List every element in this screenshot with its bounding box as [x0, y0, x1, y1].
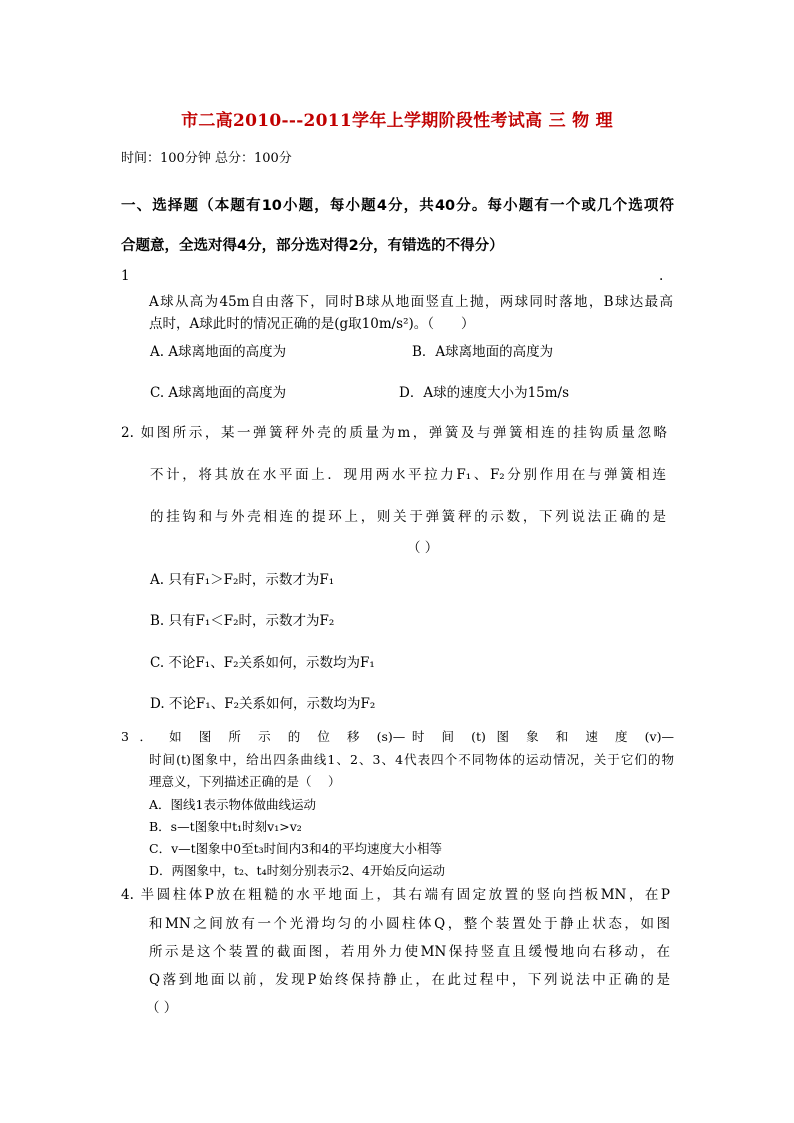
q1-stem-line1 — [149, 290, 673, 310]
q4-stem-line4 — [149, 968, 670, 988]
page-title: 市二高2010---2011学年上学期阶段性考试高 三 物 理 — [181, 111, 613, 131]
q4-stem-line2-text: 和MN之间放有一个光滑均匀的小圆柱体Q，整个装置处于静止状态，如图 — [149, 916, 670, 932]
q3-stem-line3: 理意义，下列描述正确的是（ ） — [149, 774, 341, 789]
q2-option-b: B. 只有F₁＜F₂时，示数才为F₂ — [150, 613, 335, 629]
q3-stem-line2 — [149, 750, 674, 768]
q1-number: 1 — [121, 268, 130, 284]
q2-option-c: C. 不论F₁、F₂关系如何，示数均为F₁ — [150, 655, 375, 671]
q4-stem-line4-text: Q落到地面以前，发现P始终保持静止，在此过程中，下列说法中正确的是 — [149, 972, 670, 988]
q3-option-b: B．s—t图象中t₁时刻v₁>v₂ — [149, 819, 302, 834]
q4-stem-line1-text: 4. 半圆柱体P放在粗糙的水平地面上，其右端有固定放置的竖向挡板MN，在P — [121, 887, 670, 903]
q1-option-c: C. A球离地面的高度为 — [150, 385, 287, 401]
q3-option-c: C．v—t图象中0至t₃时间内3和4的平均速度大小相等 — [149, 841, 443, 856]
q3-option-a: A．图线1表示物体做曲线运动 — [149, 797, 316, 812]
q3-stem-line2-text: 时间(t)图象中，给出四条曲线1、2、3、4代表四个不同物体的运动情况，关于它们的物 — [149, 752, 674, 767]
section-heading-line1: 一、选择题（本题有10小题，每小题4分，共40分。每小题有一个或几个选项符 — [121, 198, 674, 214]
q2-option-a: A. 只有F₁＞F₂时，示数才为F₁ — [150, 572, 335, 588]
q2-stem-line3-text: 的挂钩和与外壳相连的提环上，则关于弹簧秤的示数，下列说法正确的是 — [150, 509, 666, 525]
section-heading — [121, 194, 674, 215]
exam-meta: 时间：100分钟 总分：100分 — [121, 151, 292, 166]
q1-option-a: A. A球离地面的高度为 — [150, 344, 287, 360]
q1-stem-line2: 点时，A球此时的情况正确的是(g取10m/s²)。（ ） — [149, 316, 475, 332]
q3-option-d: D．两图象中，t₂、t₄时刻分别表示2、4开始反向运动 — [149, 863, 445, 878]
q2-stem-line3 — [150, 505, 666, 525]
q1-option-d: D．A球的速度大小为15m/s — [399, 385, 570, 401]
q3-stem-line1 — [121, 727, 674, 745]
q2-stem-line1-text: 2. 如图所示，某一弹簧秤外壳的质量为m，弹簧及与弹簧相连的挂钩质量忽略 — [121, 425, 667, 441]
q2-option-d: D. 不论F₁、F₂关系如何，示数均为F₂ — [150, 696, 376, 712]
q4-stem-line3-text: 所示是这个装置的截面图，若用外力使MN保持竖直且缓慢地向右移动，在 — [149, 944, 670, 960]
q4-stem-line2 — [149, 912, 670, 932]
q1-dot: . — [659, 268, 664, 284]
q1-stem-line1-text: A球从高为45m自由落下，同时B球从地面竖直上抛，两球同时落地，B球达最高 — [149, 294, 673, 310]
q4-stem-line1 — [121, 883, 670, 903]
q2-answer-paren: （ ） — [407, 540, 439, 556]
q4-answer-paren: （ ） — [146, 1000, 178, 1016]
q2-stem-line1 — [121, 421, 667, 441]
q4-stem-line3 — [149, 940, 670, 960]
section-heading-line2: 合题意，全选对得4分，部分选对得2分，有错选的不得分） — [121, 238, 504, 254]
q3-stem-line1-text: 3 ． 如 图 所 示 的 位 移 (s)—时 间 (t) 图 象 和 速 度 (v)— — [121, 729, 674, 744]
q2-stem-line2 — [150, 463, 666, 483]
q1-option-b: B．A球离地面的高度为 — [412, 344, 554, 360]
q2-stem-line2-text: 不计，将其放在水平面上．现用两水平拉力F₁、F₂分别作用在与弹簧相连 — [150, 467, 666, 483]
